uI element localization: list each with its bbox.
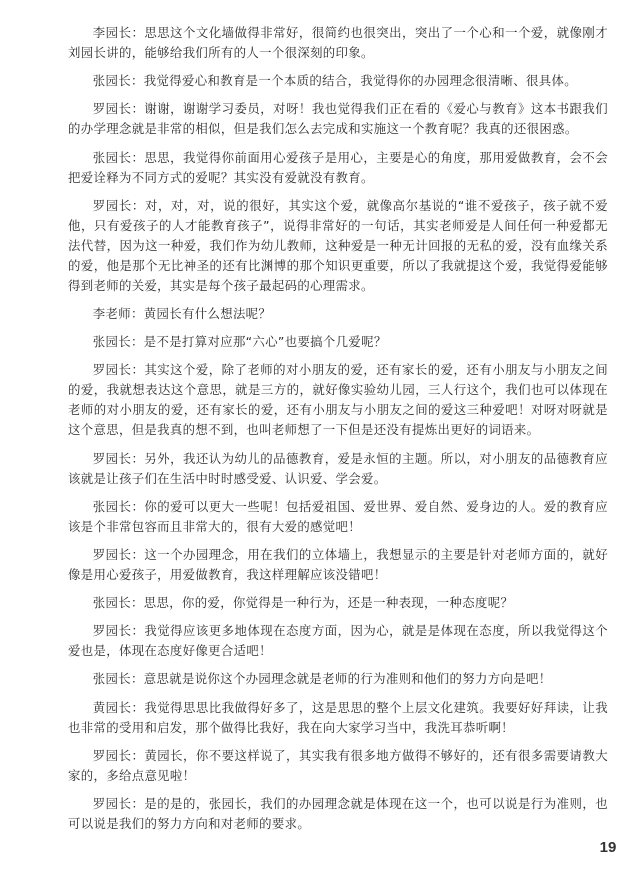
paragraph-11: 罗园长：这一个办园理念，用在我们的立体墙上，我想显示的主要是针对老师方面的，就好像是用心爱孩子，用爱做教育，我这样理解应该没错吧！ bbox=[68, 546, 608, 582]
paragraph-9: 罗园长：另外，我还认为幼儿的品德教育，爱是永恒的主题。所以，对小朋友的品德教育应该就是让孩子们在生活中时时感受爱、认识爱、学会爱。 bbox=[68, 450, 608, 486]
paragraph-14: 张园长：意思就是说你这个办园理念就是老师的行为准则和他们的努力方向是吧！ bbox=[92, 671, 552, 687]
paragraph-16: 罗园长：黄园长，你不要这样说了，其实我有很多地方做得不够好的，还有很多需要请教大家的，多给点意见啦！ bbox=[68, 747, 608, 783]
paragraph-1: 李园长：思思这个文化墙做得非常好，很简约也很突出，突出了一个心和一个爱，就像刚才刘园长讲的，能够给我们所有的人一个很深刻的印象。 bbox=[68, 25, 608, 60]
page-number: 19 bbox=[599, 839, 617, 856]
paragraph-12: 张园长：思思，你的爱，你觉得是一种行为，还是一种表现，一种态度呢？ bbox=[92, 595, 514, 611]
paragraph-17: 罗园长：是的是的，张园长，我们的办园理念就是体现在这一个，也可以说是行为准则，也可以说是我们的努力方向和对老师的要求。 bbox=[68, 796, 608, 831]
paragraph-10: 张园长：你的爱可以更大一些呢！包括爱祖国、爱世界、爱自然、爱身边的人。爱的教育应该是个非常包容而且非常大的，很有大爱的感觉吧！ bbox=[68, 498, 608, 534]
paragraph-15: 黄园长：我觉得思思比我做得好多了，这是思思的整个上层文化建筑。我要好好拜读，让我也非常的受用和启发，那个做得比我好，我在向大家学习当中，我洗耳恭听啊！ bbox=[68, 699, 608, 735]
paragraph-8: 罗园长：其实这个爱，除了老师的对小朋友的爱，还有家长的爱，还有小朋友与小朋友之间的爱，我就想表达这个意思，就是三方的，就好像实验幼儿园，三人行这个，我们也可以体现在老师的对小朋友的爱，还有家长的爱，还有小朋友与小朋友之间的爱这三种爱吧！对呀对呀就是这个意思，但是我真的想不到，也叫老师想了一下但是还没有提炼出更好的词语来。 bbox=[68, 362, 608, 438]
paragraph-5: 罗园长：对，对，对，说的很好，其实这个爱，就像高尔基说的“谁不爱孩子，孩子就不爱他，只有爱孩子的人才能教育孩子”，说得非常好的一句话，其实老师爱是人间任何一种爱都无法代替，因为这一种爱，我们作为幼儿教师，这种爱是一种无计回报的无私的爱，没有血缘关系的爱，他是那个无比神圣的还有比渊博的那个知识更重要，所以了我就提这个爱，我觉得爱能够得到老师的关爱，其实是每个孩子最起码的心理需求。 bbox=[68, 197, 608, 293]
paragraph-2: 张园长：我觉得爱心和教育是一个本质的结合，我觉得你的办园理念很清晰、很具体。 bbox=[92, 73, 577, 89]
paragraph-4: 张园长：思思，我觉得你前面用心爱孩子是用心，主要是心的角度，那用爱做教育，会不会把爱诠释为不同方式的爱呢？其实没有爱就没有教育。 bbox=[68, 149, 608, 185]
paragraph-7: 张园长：是不是打算对应那“六心”也要搞个几爱呢？ bbox=[92, 334, 387, 350]
paragraph-13: 罗园长：我觉得应该更多地体现在态度方面，因为心，就是是体现在态度，所以我觉得这个爱也是，体现在态度好像更合适吧！ bbox=[68, 623, 608, 659]
dialogue-body bbox=[68, 23, 608, 842]
paragraph-3: 罗园长：谢谢，谢谢学习委员，对呀！我也觉得我们正在看的《爱心与教育》这本书跟我们的办学理念就是非常的相似，但是我们怎么去完成和实施这一个教育呢？我真的还很困惑。 bbox=[68, 101, 608, 137]
paragraph-6: 李老师：黄园长有什么想法呢？ bbox=[92, 305, 272, 321]
